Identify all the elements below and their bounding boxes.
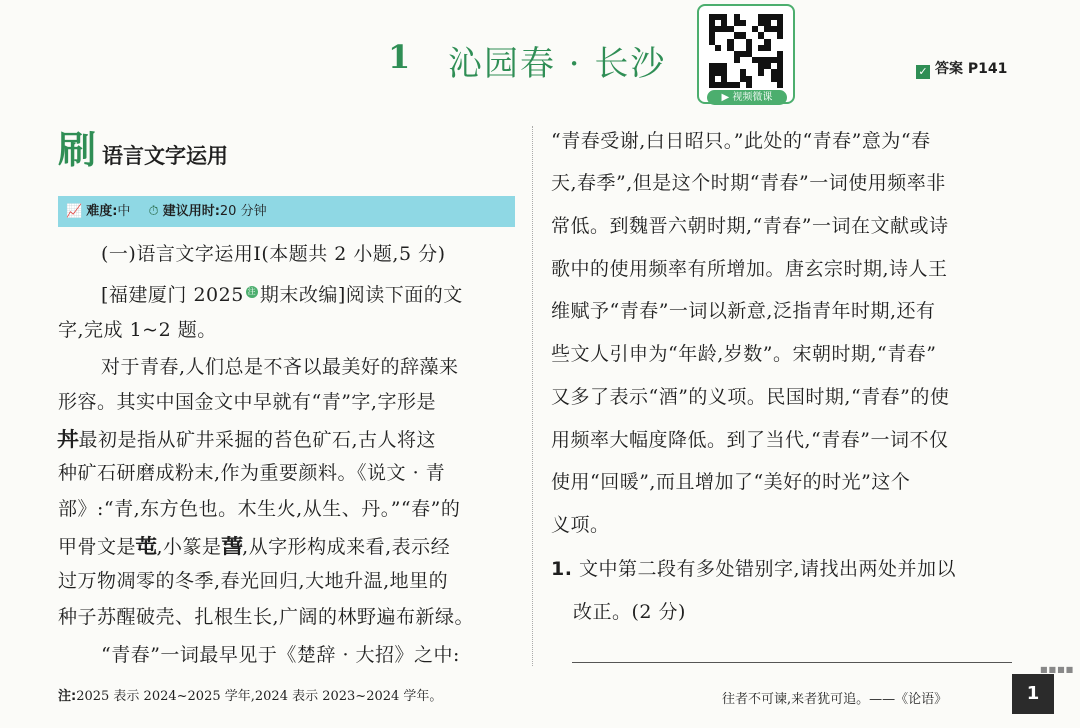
ancient-glyph-icon: 丼 (56, 427, 80, 451)
question-1 (551, 554, 956, 581)
footer-quote: 往者不可谏,来者犹可追。——《论语》 (722, 692, 948, 707)
footnote (58, 685, 442, 704)
text-line (58, 423, 436, 452)
column-divider (532, 126, 534, 666)
note-badge: 注 (247, 286, 257, 296)
timer-icon: ⏱ (148, 204, 159, 219)
text-line: (一)语言文字运用Ⅰ(本题共 2 小题,5 分) (101, 243, 446, 265)
question-number: 1. (551, 558, 573, 580)
qr-label-text: 视频微课 (732, 92, 773, 103)
text-segment: ,从字形构成来看,表示经 (242, 536, 451, 558)
text-line (58, 530, 450, 559)
section-title: 语言文字运用 (102, 144, 228, 168)
text-line: 常低。到魏晋六朝时期,“青春”一词在文献或诗 (551, 215, 949, 237)
text-line-content: 最初是指从矿井采掘的苔色矿石,古人将这 (78, 429, 437, 451)
footnote-text: 2025 表示 2024~2025 学年,2024 表示 2023~2024 学年。 (76, 689, 443, 704)
qr-label (707, 90, 787, 105)
text-line: 用频率大幅度降低。到了当代,“青春”一词不仅 (551, 429, 949, 451)
question-text: 文中第二段有多处错别字,请找出两处并加以 (579, 558, 957, 580)
text-line: 部》:“青,东方色也。木生火,从生、丹。”“春”的 (58, 498, 461, 520)
text-segment: 甲骨文是 (58, 536, 137, 558)
source-line-start: [福建厦门 2025 (101, 284, 244, 306)
answer-ref-text: 答案 P141 (935, 61, 1008, 77)
text-line: 些文人引申为“年龄,岁数”。宋朝时期,“青春” (551, 343, 937, 365)
text-line: “青春”一词最早见于《楚辞 · 大招》之中: (101, 644, 460, 666)
text-line: 对于青春,人们总是不吝以最美好的辞藻来 (101, 356, 459, 378)
answer-reference (916, 58, 1007, 79)
chapter-number: 1 (388, 38, 411, 76)
text-line: 使用“回暖”,而且增加了“美好的时光”这个 (551, 471, 911, 493)
text-line: 种矿石研磨成粉末,作为重要颜料。《说文 · 青 (58, 462, 446, 484)
qr-code-icon (709, 14, 783, 88)
ancient-glyph-icon: 萅 (220, 534, 244, 558)
brush-icon: 刷 (58, 128, 97, 172)
check-icon: ✓ (916, 65, 930, 79)
answer-line[interactable] (572, 662, 1012, 663)
text-segment: ,小篆是 (156, 536, 222, 558)
qr-code-card[interactable] (697, 4, 795, 104)
page-number: 1 (1012, 674, 1054, 714)
text-line: 天,春季”,但是这个时期“青春”一词使用频率非 (551, 172, 946, 194)
text-line: 歌中的使用频率有所增加。唐玄宗时期,诗人王 (551, 258, 948, 280)
chapter-title: 沁园春 · 长沙 (448, 44, 667, 84)
text-line: 义项。 (551, 514, 610, 536)
text-line: 又多了表示“酒”的义项。民国时期,“青春”的使 (551, 386, 950, 408)
ancient-glyph-icon: 芚 (134, 534, 158, 558)
chart-icon: 📈 (66, 204, 83, 219)
info-bar (58, 196, 515, 227)
question-text-cont: 改正。(2 分) (573, 601, 686, 623)
time-label: 建议用时: (162, 204, 220, 219)
page-decoration: ■■■■ (1040, 665, 1075, 674)
source-line-end: 期末改编]阅读下面的文 (259, 284, 463, 306)
text-line: 维赋予“青春”一词以新意,泛指青年时期,还有 (551, 300, 936, 322)
text-line: 形容。其实中国金文中早就有“青”字,字形是 (58, 391, 436, 413)
time-value: 20 分钟 (219, 204, 267, 219)
text-line: 字,完成 1~2 题。 (58, 319, 217, 341)
text-line: 种子苏醒破壳、扎根生长,广阔的林野遍布新绿。 (58, 606, 475, 628)
difficulty-label: 难度: (86, 204, 118, 219)
text-line: “青春受谢,白日昭只。”此处的“青春”意为“春 (551, 130, 931, 152)
play-icon: ▶ (721, 92, 730, 103)
footnote-label: 注: (58, 689, 77, 704)
text-line: 过万物凋零的冬季,春光回归,大地升温,地里的 (58, 570, 449, 592)
difficulty-value: 中 (117, 204, 131, 219)
text-line (101, 280, 463, 307)
